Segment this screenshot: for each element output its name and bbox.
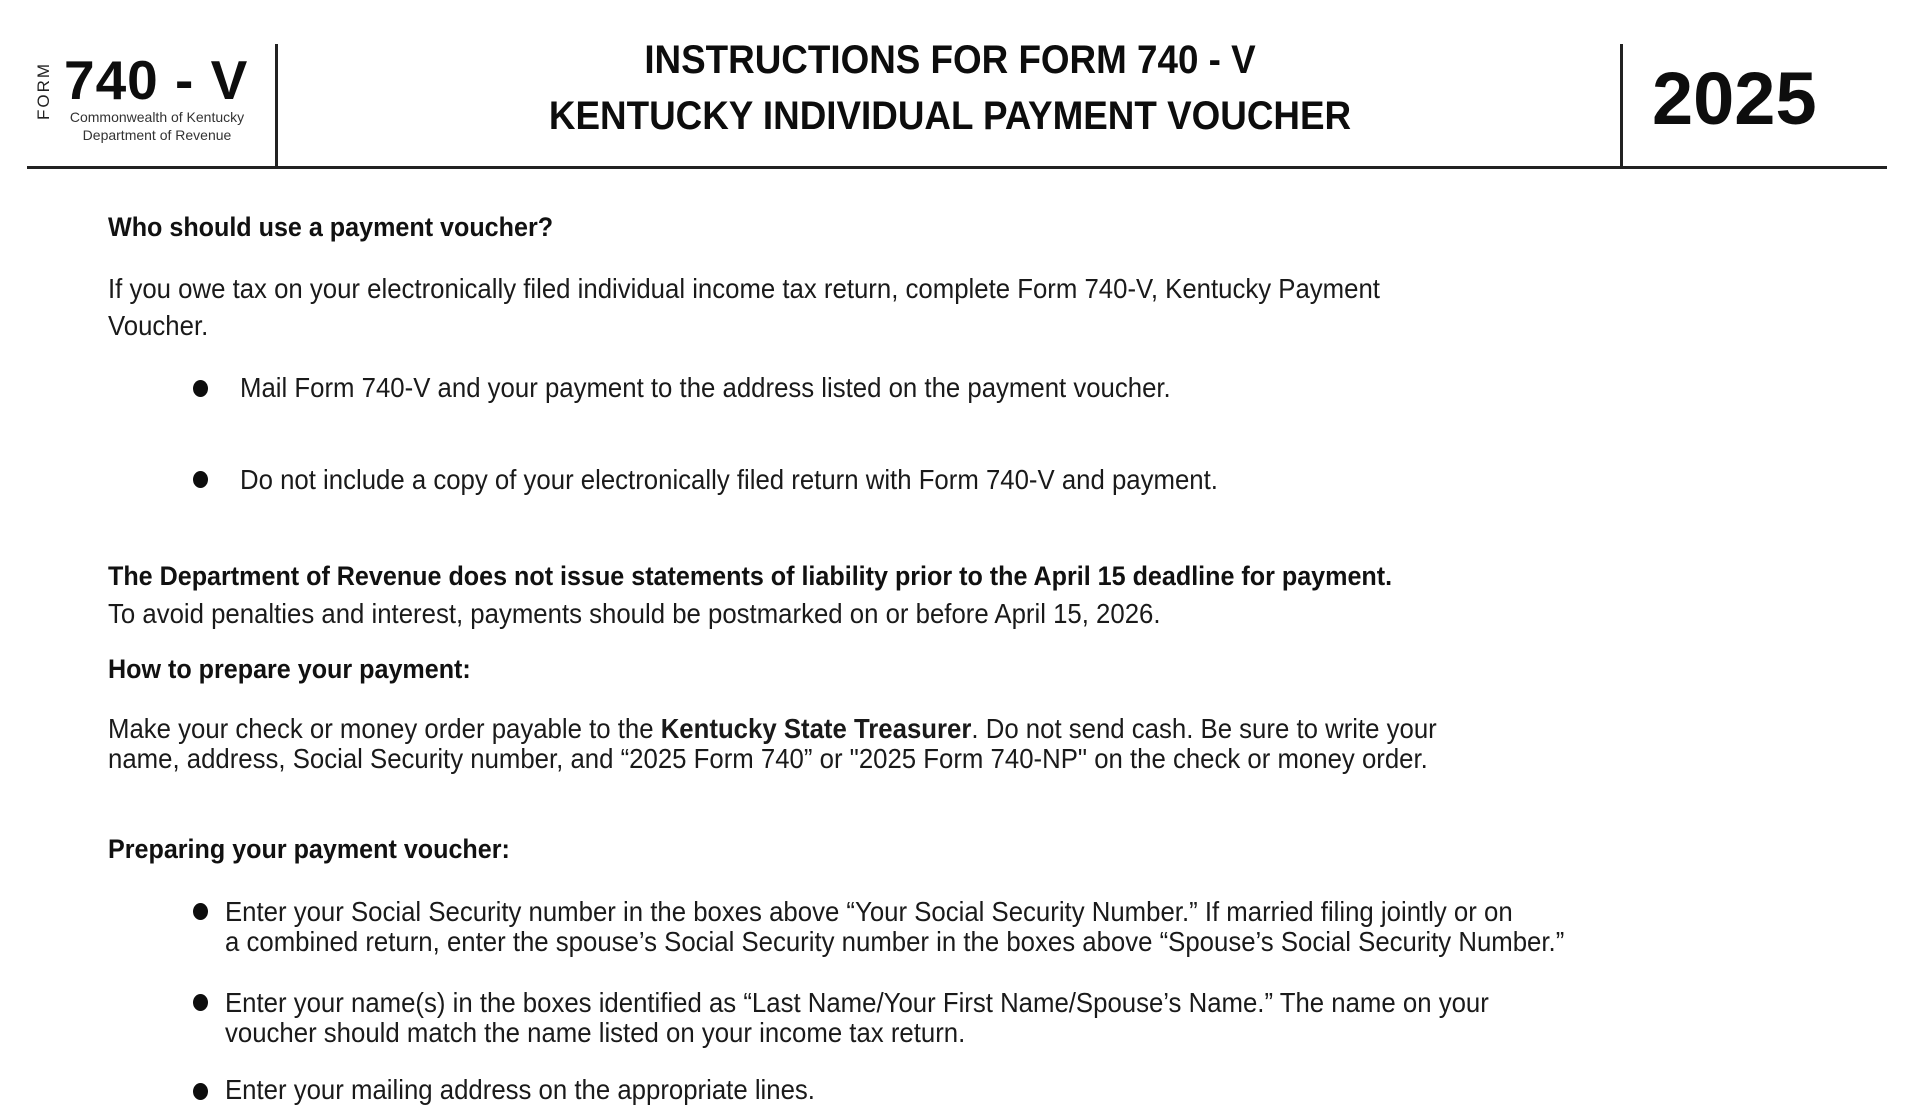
form-number: 740 - V	[64, 49, 249, 111]
postmark-notice: To avoid penalties and interest, payments should be postmarked on or before April 15, 2026.	[108, 598, 1161, 629]
prepare-payment-line-2: name, address, Social Security number, and “2025 Form 740” or "2025 Form 740-NP" on the check or money order.	[108, 743, 1428, 774]
who-bullet-1: Mail Form 740-V and your payment to the address listed on the payment voucher.	[240, 372, 1171, 403]
section-heading-prepare-voucher: Preparing your payment voucher:	[108, 834, 510, 864]
prepare-payment-line-1-pre: Make your check or money order payable to the	[108, 713, 661, 744]
voucher-bullet-2-line-1: Enter your name(s) in the boxes identified as “Last Name/Your First Name/Spouse’s Name.” The name on your	[225, 987, 1489, 1018]
bullet-icon	[193, 380, 208, 397]
prepare-payment-line-1-post: . Do not send cash. Be sure to write your	[971, 713, 1437, 744]
who-paragraph-line-2: Voucher.	[108, 310, 209, 341]
voucher-bullet-2-line-2: voucher should match the name listed on your income tax return.	[225, 1017, 966, 1048]
voucher-bullet-1-line-1: Enter your Social Security number in the boxes above “Your Social Security Number.” If married filing jointly or on	[225, 896, 1513, 927]
form-label: FORM	[34, 61, 53, 120]
who-bullet-2: Do not include a copy of your electronically filed return with Form 740-V and payment.	[240, 464, 1218, 495]
voucher-bullet-1-line-2: a combined return, enter the spouse’s Social Security number in the boxes above “Spouse’s Social Security Number.”	[225, 926, 1565, 957]
header-divider-left	[275, 44, 278, 168]
prepare-payment-line-1	[108, 714, 1437, 744]
agency-line-2: Department of Revenue	[82, 127, 232, 143]
bullet-icon	[193, 1083, 208, 1100]
payee-name: Kentucky State Treasurer	[660, 713, 972, 744]
bullet-icon	[193, 994, 208, 1011]
page-title-line-2: KENTUCKY INDIVIDUAL PAYMENT VOUCHER	[548, 94, 1352, 138]
header-rule	[27, 166, 1887, 169]
bullet-icon	[193, 903, 208, 920]
page-title-line-1: INSTRUCTIONS FOR FORM 740 - V	[644, 38, 1256, 82]
tax-year: 2025	[1652, 57, 1817, 140]
bullet-icon	[193, 471, 208, 488]
header-divider-right	[1620, 44, 1623, 168]
liability-notice: The Department of Revenue does not issue statements of liability prior to the April 15 deadline for payment.	[108, 561, 1393, 591]
section-heading-prepare-payment: How to prepare your payment:	[108, 654, 471, 684]
who-paragraph-line-1: If you owe tax on your electronically filed individual income tax return, complete Form 740-V, Kentucky Payment	[108, 273, 1380, 304]
section-heading-who: Who should use a payment voucher?	[108, 212, 554, 242]
voucher-bullet-3-line-1: Enter your mailing address on the appropriate lines.	[225, 1074, 815, 1105]
agency-name	[52, 108, 262, 144]
agency-line-1: Commonwealth of Kentucky	[69, 109, 245, 125]
